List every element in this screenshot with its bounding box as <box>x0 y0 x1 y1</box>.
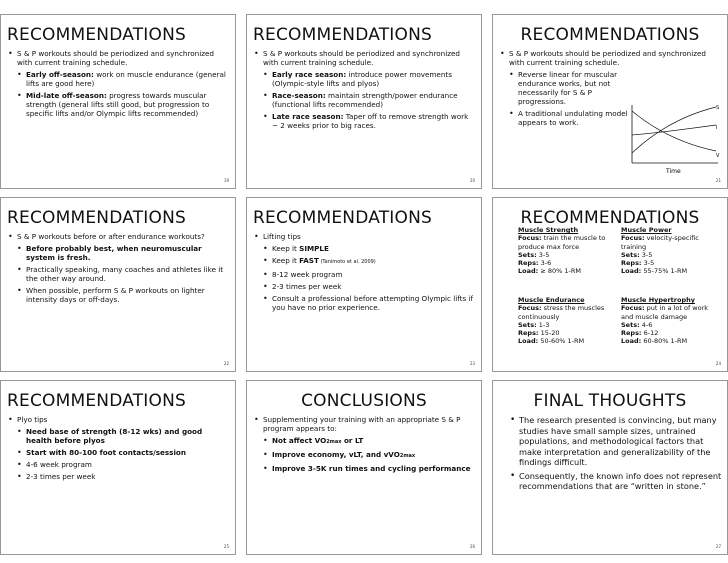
sub-bullet: • Consult a professional before attempting Olympic lifts if you have no prior experience. <box>253 294 476 312</box>
bullet: • Supplementing your training with an appropriate S & P program appears to: <box>253 415 476 433</box>
slide-number: 19 <box>223 178 229 183</box>
slide-26 <box>246 380 482 555</box>
slide-21 <box>492 14 728 189</box>
volume-curve <box>632 111 716 151</box>
sub-bullet: • Race-season: maintain strength/power endurance (functional lifts recommended) <box>253 91 476 109</box>
slide-number: 25 <box>223 544 229 549</box>
sub-bullet: • Early off-season: work on muscle endurance (general lifts are good here) <box>7 70 230 88</box>
cell-hypertrophy: Muscle Hypertrophy Focus: put in a lot of work and muscle damage Sets: 4-6 Reps: 6-12 Load: 60-80% 1-RM <box>621 296 709 346</box>
sub-bullet: • Improve 3-5K run times and cycling performance <box>253 464 476 473</box>
sub-bullet: • Reverse linear for muscular endurance works, but not necessarily for S & P progressions. <box>499 70 628 106</box>
sub-bullet: • When possible, perform S & P workouts on lighter intensity days or off-days. <box>7 286 230 304</box>
slide-number: 24 <box>715 361 721 366</box>
sub-bullet: • Late race season: Taper off to remove strength work ~ 2 weeks prior to big races. <box>253 112 476 130</box>
bullet: • S & P workouts should be periodized and synchronized with current training schedule. <box>253 49 476 67</box>
slide-title: RECOMMENDATIONS <box>520 208 700 228</box>
sub-bullet: • Before probably best, when neuromuscular system is fresh. <box>7 244 230 262</box>
sub-bullet: • 4-6 week program <box>7 460 230 469</box>
cell-endurance: Muscle Endurance Focus: stress the muscles continuously Sets: 1-3 Reps: 15-20 Load: 50-60% 1-RM <box>518 296 605 346</box>
sub-bullet: • Improve economy, vLT, and vVO2max <box>253 450 476 461</box>
undulating-model-chart <box>628 101 723 177</box>
sub-bullet: • Practically speaking, many coaches and athletes like it the other way around. <box>7 265 230 283</box>
sub-bullet: • Mid-late off-season: progress towards muscular strength (general lifts still good, but progression to specific lifts and/or Olympic lifts recommended) <box>7 91 230 118</box>
slide-22 <box>0 197 236 372</box>
slide-title: RECOMMENDATIONS <box>7 391 186 411</box>
strength-curve <box>632 107 716 153</box>
slide-20 <box>246 14 482 189</box>
bullet: • Lifting tips <box>253 232 476 241</box>
slide-number: 22 <box>223 361 229 366</box>
sub-bullet: • 2-3 times per week <box>253 282 476 291</box>
bullet: • The research presented is convincing, but many studies have small sample sizes, untrained populations, and methodological factors that make interpretation and generalizability of the findings difficult. <box>509 415 722 468</box>
slide-number: 26 <box>469 544 475 549</box>
slide-19 <box>0 14 236 189</box>
sub-bullet: • Not affect VO2max or LT <box>253 436 476 447</box>
sub-bullet: • 8-12 week program <box>253 270 476 279</box>
bullet: • Plyo tips <box>7 415 230 424</box>
slide-number: 23 <box>469 361 475 366</box>
sub-bullet: • Start with 80-100 foot contacts/session <box>7 448 230 457</box>
slide-title: RECOMMENDATIONS <box>253 25 432 45</box>
sub-bullet: • Need base of strength (8-12 wks) and good health before plyos <box>7 427 230 445</box>
sub-bullet: • Keep it FAST (Tanimoto et al. 2009) <box>253 256 476 267</box>
slide-27 <box>492 380 728 555</box>
slide-number: 27 <box>715 544 721 549</box>
bullet: • Consequently, the known info does not represent recommendations that are “written in stone.” <box>509 471 722 492</box>
slide-number: 20 <box>469 178 475 183</box>
slide-title: RECOMMENDATIONS <box>253 208 432 228</box>
bullet: • S & P workouts before or after endurance workouts? <box>7 232 230 241</box>
slide-title: RECOMMENDATIONS <box>7 25 186 45</box>
slide-23 <box>246 197 482 372</box>
slide-24 <box>492 197 728 372</box>
slide-number: 21 <box>715 178 721 183</box>
label-s: S <box>716 105 720 111</box>
label-i: I <box>716 125 718 131</box>
intensity-curve <box>632 125 716 135</box>
slide-title: FINAL THOUGHTS <box>533 391 687 411</box>
sub-bullet: • Early race season: introduce power movements (Olympic-style lifts and plyos) <box>253 70 476 88</box>
label-v: V <box>716 153 720 159</box>
slide-title: CONCLUSIONS <box>301 391 427 411</box>
cell-power: Muscle Power Focus: velocity-specific training Sets: 3-5 Reps: 3-5 Load: 55-75% 1-RM <box>621 226 699 276</box>
slide-25 <box>0 380 236 555</box>
bullet: • S & P workouts should be periodized and synchronized with current training schedule. <box>499 49 722 67</box>
bullet: • S & P workouts should be periodized and synchronized with current training schedule. <box>7 49 230 67</box>
x-axis-label: Time <box>666 168 681 175</box>
cell-strength: Muscle Strength Focus: train the muscle to produce max force Sets: 3-5 Reps: 3-6 Load: ≥ 80% 1-RM <box>518 226 606 276</box>
slide-title: RECOMMENDATIONS <box>7 208 186 228</box>
sub-bullet: • 2-3 times per week <box>7 472 230 481</box>
sub-bullet: • Keep it SIMPLE <box>253 244 476 253</box>
slide-title: RECOMMENDATIONS <box>520 25 700 45</box>
sub-bullet: • A traditional undulating model appears to work. <box>499 109 628 127</box>
